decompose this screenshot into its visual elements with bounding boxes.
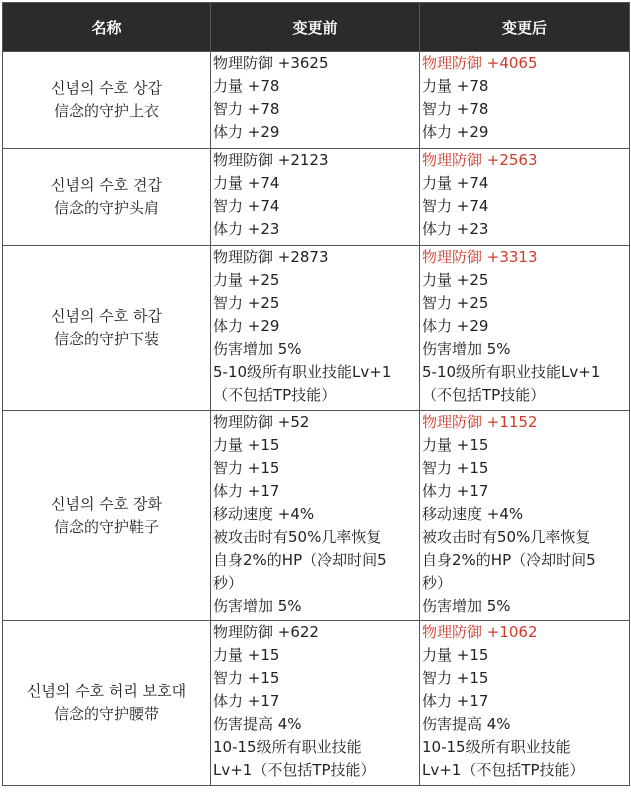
before-cell [211, 52, 420, 149]
header-row [3, 3, 630, 52]
stat-line: 力量 +15 [213, 646, 280, 664]
item-name-kr: 신념의 수호 하갑 [51, 307, 162, 325]
stat-line: Lv+1（不包括TP技能） [213, 761, 376, 779]
before-cell [211, 411, 420, 621]
stat-line: 力量 +78 [213, 77, 280, 95]
changed-stat-line: 物理防御 +4065 [422, 54, 538, 72]
stat-line: 智力 +15 [422, 459, 489, 477]
stat-line: 力量 +74 [422, 174, 489, 192]
stat-line: 伤害增加 5% [213, 340, 302, 358]
stat-line: 智力 +74 [422, 197, 489, 215]
changed-stat-line: 物理防御 +2563 [422, 151, 538, 169]
item-name-cell [3, 621, 211, 786]
table-row [3, 246, 630, 411]
table-row [3, 149, 630, 246]
header-name: 名称 [3, 3, 211, 52]
item-name-cell [3, 52, 211, 149]
stat-line: 秒） [422, 574, 453, 592]
stat-line: （不包括TP技能） [422, 386, 546, 404]
stat-line: 10-15级所有职业技能 [422, 738, 571, 756]
stat-line: 伤害提高 4% [213, 715, 302, 733]
stat-line: 体力 +17 [422, 482, 489, 500]
table-row [3, 411, 630, 621]
item-name-cn: 信念的守护头肩 [53, 199, 159, 217]
stat-line: 力量 +15 [213, 436, 280, 454]
stat-line: 智力 +74 [213, 197, 280, 215]
item-name-cell [3, 149, 211, 246]
before-cell [211, 149, 420, 246]
stat-line: 体力 +29 [213, 317, 280, 335]
stat-line: 力量 +15 [422, 646, 489, 664]
changed-stat-line: 物理防御 +1152 [422, 413, 538, 431]
stat-line: 智力 +15 [213, 669, 280, 687]
stat-line: 伤害增加 5% [422, 340, 511, 358]
header-after: 变更后 [420, 3, 630, 52]
table-row [3, 621, 630, 786]
stat-line: 智力 +78 [422, 100, 489, 118]
item-name-cn: 信念的守护下装 [53, 330, 159, 348]
stat-line: 智力 +15 [213, 459, 280, 477]
stat-line: 伤害增加 5% [213, 597, 302, 615]
stat-line: 物理防御 +52 [213, 413, 310, 431]
stat-line: 物理防御 +3625 [213, 54, 329, 72]
after-cell [420, 621, 630, 786]
stat-line: 5-10级所有职业技能Lv+1 [422, 363, 601, 381]
stat-line: Lv+1（不包括TP技能） [422, 761, 585, 779]
stat-line: 物理防御 +2873 [213, 248, 329, 266]
stat-line: 智力 +78 [213, 100, 280, 118]
stat-line: 自身2%的HP（冷却时间5 [422, 551, 596, 569]
stat-line: 力量 +74 [213, 174, 280, 192]
before-cell [211, 246, 420, 411]
item-name-kr: 신념의 수호 상갑 [51, 79, 162, 97]
after-cell [420, 52, 630, 149]
item-name-cell [3, 411, 211, 621]
stat-line: 5-10级所有职业技能Lv+1 [213, 363, 392, 381]
item-name-cn: 信念的守护鞋子 [53, 517, 159, 536]
table-row [3, 52, 630, 149]
stat-line: 体力 +29 [422, 317, 489, 335]
stat-line: 伤害增加 5% [422, 597, 511, 615]
stat-line: 10-15级所有职业技能 [213, 738, 362, 756]
equipment-change-table [2, 2, 630, 786]
stat-line: 体力 +23 [213, 220, 280, 238]
stat-line: 自身2%的HP（冷却时间5 [213, 551, 387, 569]
after-cell [420, 246, 630, 411]
stat-line: 力量 +25 [422, 271, 489, 289]
stat-line: 力量 +25 [213, 271, 280, 289]
stat-line: 智力 +15 [422, 669, 489, 687]
stat-line: 体力 +17 [213, 692, 280, 710]
item-name-cn: 信念的守护腰带 [53, 705, 159, 723]
stat-line: 秒） [213, 574, 244, 592]
stat-line: 物理防御 +2123 [213, 151, 329, 169]
stat-line: 体力 +17 [213, 482, 280, 500]
item-name-kr: 신념의 수호 허리 보호대 [26, 682, 187, 700]
stat-line: 移动速度 +4% [422, 505, 524, 523]
before-cell [211, 621, 420, 786]
stat-line: （不包括TP技能） [213, 386, 337, 404]
changed-stat-line: 物理防御 +1062 [422, 623, 538, 641]
item-name-kr: 신념의 수호 견갑 [51, 176, 162, 194]
header-before: 变更前 [211, 3, 420, 52]
stat-line: 力量 +78 [422, 77, 489, 95]
changed-stat-line: 物理防御 +3313 [422, 248, 538, 266]
stat-line: 体力 +23 [422, 220, 489, 238]
comparison-table-wrapper [2, 2, 630, 786]
stat-line: 体力 +29 [422, 123, 489, 141]
item-name-cell [3, 246, 211, 411]
stat-line: 体力 +17 [422, 692, 489, 710]
stat-line: 移动速度 +4% [213, 505, 315, 523]
after-cell [420, 149, 630, 246]
stat-line: 力量 +15 [422, 436, 489, 454]
stat-line: 被攻击时有50%几率恢复 [213, 528, 382, 546]
after-cell [420, 411, 630, 621]
stat-line: 智力 +25 [213, 294, 280, 312]
item-name-cn: 信念的守护上衣 [53, 102, 159, 120]
stat-line: 体力 +29 [213, 123, 280, 141]
stat-line: 智力 +25 [422, 294, 489, 312]
item-name-kr: 신념의 수호 장화 [51, 494, 162, 513]
stat-line: 被攻击时有50%几率恢复 [422, 528, 591, 546]
stat-line: 物理防御 +622 [213, 623, 319, 641]
stat-line: 伤害提高 4% [422, 715, 511, 733]
